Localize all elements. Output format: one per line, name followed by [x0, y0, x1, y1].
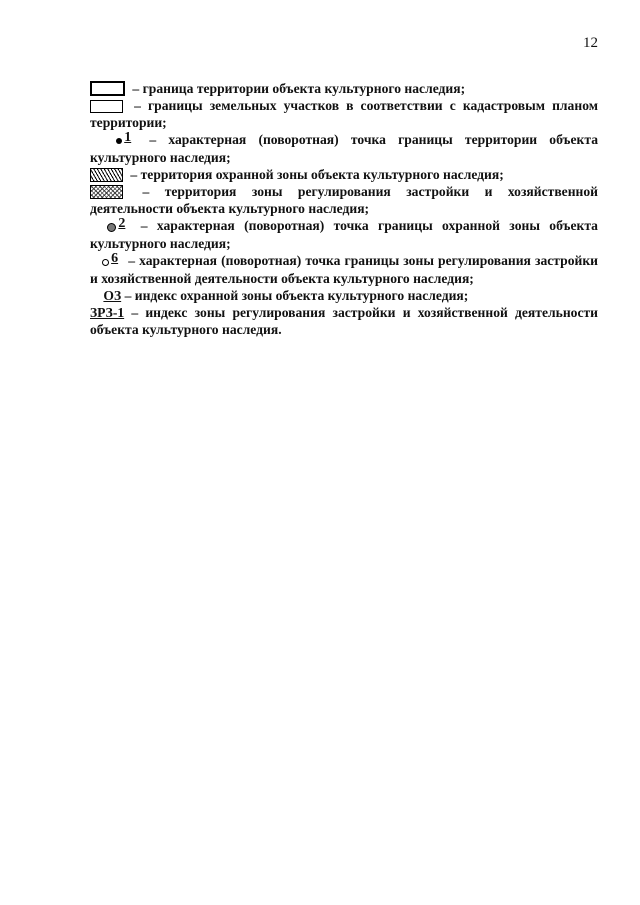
- legend-text: – индекс зоны регулирования застройки и хозяйственной деятельности объекта культурного наследия.: [90, 305, 598, 338]
- point-number: 1: [124, 130, 132, 146]
- legend-text: – характерная (поворотная) точка границы охранной зоны объекта культурного наследия;: [90, 218, 598, 252]
- point-number: 6: [111, 251, 119, 267]
- legend-text: – характерная (поворотная) точка границы территории объекта культурного наследия;: [90, 132, 598, 166]
- legend-item-land-plots: [90, 97, 598, 131]
- legend-item-protection-zone: [90, 166, 598, 183]
- protection-zone-hatch-symbol: [90, 168, 123, 182]
- territory-boundary-symbol: [90, 81, 125, 96]
- legend-text: – индекс охранной зоны объекта культурного наследия;: [124, 288, 469, 304]
- zone-index-label: ОЗ: [103, 288, 122, 304]
- legend: [90, 80, 598, 338]
- land-plot-boundary-symbol: [90, 100, 123, 113]
- legend-item-regulation-zone-point: [90, 252, 598, 287]
- regulation-zone-point-icon: [102, 259, 109, 266]
- legend-item-zrz-index: [90, 304, 598, 338]
- legend-text: – территория зоны регулирования застройки и хозяйственной деятельности объекта культурного наследия;: [90, 184, 599, 217]
- legend-text: – территория охранной зоны объекта культурного наследия;: [130, 167, 504, 183]
- legend-item-protection-zone-point: [90, 217, 598, 252]
- protection-zone-point-icon: [107, 223, 116, 232]
- legend-item-territory-boundary: [90, 80, 598, 97]
- legend-text: – границы земельных участков в соответствии с кадастровым планом территории;: [90, 98, 598, 131]
- legend-item-territory-point: [90, 131, 598, 166]
- legend-text: – характерная (поворотная) точка границы зоны регулирования застройки и хозяйственной деятельности объекта культурного наследия;: [90, 253, 598, 287]
- legend-text: – граница территории объекта культурного наследия;: [132, 81, 466, 96]
- point-number: 2: [118, 216, 126, 232]
- territory-point-icon: [116, 138, 122, 144]
- legend-item-oz-index: [90, 287, 598, 304]
- zone-index-label: ЗРЗ-1: [90, 305, 125, 321]
- legend-item-regulation-zone: [90, 183, 598, 217]
- page-number: 12: [583, 35, 598, 51]
- regulation-zone-crosshatch-symbol: [90, 185, 123, 199]
